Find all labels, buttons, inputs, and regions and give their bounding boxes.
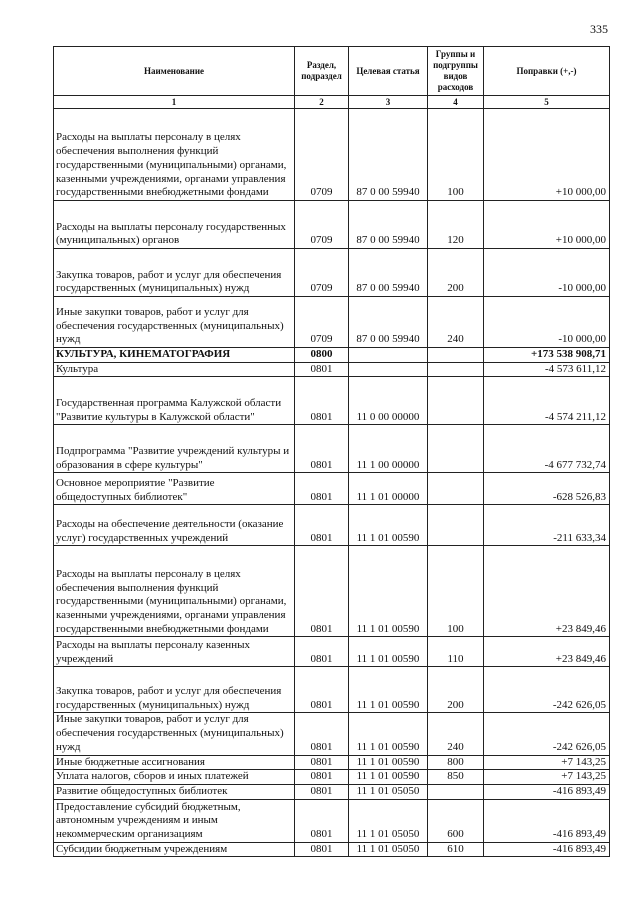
row-target bbox=[349, 362, 428, 377]
row-name: Уплата налогов, сборов и иных платежей bbox=[54, 770, 295, 785]
row-name: Закупка товаров, работ и услуг для обеспечения государственных (муниципальных) нужд bbox=[54, 667, 295, 713]
row-amount: -628 526,83 bbox=[484, 473, 610, 505]
row-target: 11 1 00 00000 bbox=[349, 425, 428, 473]
row-group: 200 bbox=[428, 249, 484, 297]
table-row bbox=[54, 637, 610, 667]
row-group bbox=[428, 505, 484, 546]
row-group: 200 bbox=[428, 667, 484, 713]
row-name: Закупка товаров, работ и услуг для обеспечения государственных (муниципальных) нужд bbox=[54, 249, 295, 297]
row-name: Государственная программа Калужской области "Развитие культуры в Калужской области" bbox=[54, 377, 295, 425]
row-amount: +10 000,00 bbox=[484, 109, 610, 201]
row-target: 11 1 01 00590 bbox=[349, 637, 428, 667]
table-row bbox=[54, 713, 610, 755]
row-group bbox=[428, 362, 484, 377]
row-amount: +23 849,46 bbox=[484, 637, 610, 667]
table-row bbox=[54, 505, 610, 546]
header-name: Наименование bbox=[54, 47, 295, 96]
row-name: КУЛЬТУРА, КИНЕМАТОГРАФИЯ bbox=[54, 348, 295, 363]
row-target: 87 0 00 59940 bbox=[349, 109, 428, 201]
row-amount: -416 893,49 bbox=[484, 784, 610, 799]
row-amount: -4 677 732,74 bbox=[484, 425, 610, 473]
row-target: 11 1 01 00000 bbox=[349, 473, 428, 505]
col-number-3: 3 bbox=[349, 96, 428, 109]
row-target: 11 0 00 00000 bbox=[349, 377, 428, 425]
row-target: 11 1 01 00590 bbox=[349, 755, 428, 770]
row-group: 240 bbox=[428, 713, 484, 755]
row-section: 0801 bbox=[295, 842, 349, 857]
row-group: 850 bbox=[428, 770, 484, 785]
table-row bbox=[54, 784, 610, 799]
row-name: Расходы на обеспечение деятельности (оказание услуг) государственных учреждений bbox=[54, 505, 295, 546]
row-target bbox=[349, 348, 428, 363]
row-group bbox=[428, 473, 484, 505]
row-amount: -242 626,05 bbox=[484, 713, 610, 755]
row-target: 11 1 01 00590 bbox=[349, 713, 428, 755]
row-amount: +7 143,25 bbox=[484, 755, 610, 770]
row-name: Расходы на выплаты персоналу казенных учреждений bbox=[54, 637, 295, 667]
page-number: 335 bbox=[590, 22, 608, 36]
col-number-1: 1 bbox=[54, 96, 295, 109]
table-row bbox=[54, 755, 610, 770]
table-row bbox=[54, 201, 610, 249]
row-amount: -242 626,05 bbox=[484, 667, 610, 713]
row-target: 11 1 01 00590 bbox=[349, 770, 428, 785]
row-group: 120 bbox=[428, 201, 484, 249]
row-group bbox=[428, 377, 484, 425]
row-group bbox=[428, 425, 484, 473]
row-name: Иные закупки товаров, работ и услуг для обеспечения государственных (муниципальных) нужд bbox=[54, 297, 295, 348]
row-section: 0801 bbox=[295, 755, 349, 770]
row-amount: -4 574 211,12 bbox=[484, 377, 610, 425]
table-row bbox=[54, 109, 610, 201]
table-row bbox=[54, 546, 610, 637]
row-name: Иные бюджетные ассигнования bbox=[54, 755, 295, 770]
header-section: Раздел, подраздел bbox=[295, 47, 349, 96]
row-section: 0709 bbox=[295, 297, 349, 348]
row-amount: -10 000,00 bbox=[484, 297, 610, 348]
row-group bbox=[428, 348, 484, 363]
table-row bbox=[54, 667, 610, 713]
row-amount: +23 849,46 bbox=[484, 546, 610, 637]
row-section: 0709 bbox=[295, 249, 349, 297]
row-target: 11 1 01 05050 bbox=[349, 842, 428, 857]
row-section: 0801 bbox=[295, 425, 349, 473]
row-section: 0801 bbox=[295, 770, 349, 785]
row-amount: +7 143,25 bbox=[484, 770, 610, 785]
row-amount: +10 000,00 bbox=[484, 201, 610, 249]
table-row bbox=[54, 249, 610, 297]
table-body bbox=[54, 109, 610, 857]
row-section: 0801 bbox=[295, 473, 349, 505]
table-row bbox=[54, 425, 610, 473]
row-target: 11 1 01 00590 bbox=[349, 546, 428, 637]
row-group: 110 bbox=[428, 637, 484, 667]
row-group: 240 bbox=[428, 297, 484, 348]
row-section: 0800 bbox=[295, 348, 349, 363]
row-section: 0801 bbox=[295, 799, 349, 842]
row-group: 610 bbox=[428, 842, 484, 857]
row-group: 800 bbox=[428, 755, 484, 770]
table-row bbox=[54, 377, 610, 425]
row-section: 0801 bbox=[295, 362, 349, 377]
row-name: Основное мероприятие "Развитие общедоступных библиотек" bbox=[54, 473, 295, 505]
row-target: 87 0 00 59940 bbox=[349, 201, 428, 249]
row-target: 87 0 00 59940 bbox=[349, 249, 428, 297]
col-number-2: 2 bbox=[295, 96, 349, 109]
row-section: 0709 bbox=[295, 109, 349, 201]
table-row bbox=[54, 362, 610, 377]
row-name: Иные закупки товаров, работ и услуг для обеспечения государственных (муниципальных) нужд bbox=[54, 713, 295, 755]
row-name: Субсидии бюджетным учреждениям bbox=[54, 842, 295, 857]
row-name: Культура bbox=[54, 362, 295, 377]
row-target: 11 1 01 00590 bbox=[349, 667, 428, 713]
row-section: 0801 bbox=[295, 713, 349, 755]
row-section: 0801 bbox=[295, 667, 349, 713]
table-row bbox=[54, 348, 610, 363]
row-amount: -416 893,49 bbox=[484, 842, 610, 857]
row-section: 0709 bbox=[295, 201, 349, 249]
row-section: 0801 bbox=[295, 546, 349, 637]
row-name: Подпрограмма "Развитие учреждений культуры и образования в сфере культуры" bbox=[54, 425, 295, 473]
row-amount: -10 000,00 bbox=[484, 249, 610, 297]
row-amount: -4 573 611,12 bbox=[484, 362, 610, 377]
row-name: Предоставление субсидий бюджетным, автономным учреждениям и иным некоммерческим организациям bbox=[54, 799, 295, 842]
row-target: 11 1 01 05050 bbox=[349, 799, 428, 842]
row-target: 11 1 01 00590 bbox=[349, 505, 428, 546]
header-target: Целевая статья bbox=[349, 47, 428, 96]
row-group: 600 bbox=[428, 799, 484, 842]
row-section: 0801 bbox=[295, 505, 349, 546]
row-name: Развитие общедоступных библиотек bbox=[54, 784, 295, 799]
row-section: 0801 bbox=[295, 784, 349, 799]
row-target: 87 0 00 59940 bbox=[349, 297, 428, 348]
row-name: Расходы на выплаты персоналу государственных (муниципальных) органов bbox=[54, 201, 295, 249]
col-number-5: 5 bbox=[484, 96, 610, 109]
row-section: 0801 bbox=[295, 637, 349, 667]
table-row bbox=[54, 799, 610, 842]
row-amount: -211 633,34 bbox=[484, 505, 610, 546]
col-number-4: 4 bbox=[428, 96, 484, 109]
header-groups: Группы и подгруппы видов расходов bbox=[428, 47, 484, 96]
row-group: 100 bbox=[428, 109, 484, 201]
row-name: Расходы на выплаты персоналу в целях обеспечения выполнения функций государственными (муниципальными) органами, казенными учреждениями, органами управления государственными внебюджетными фондами bbox=[54, 109, 295, 201]
row-group: 100 bbox=[428, 546, 484, 637]
table-row bbox=[54, 297, 610, 348]
budget-table bbox=[53, 46, 610, 857]
table-row bbox=[54, 770, 610, 785]
row-amount: -416 893,49 bbox=[484, 799, 610, 842]
row-target: 11 1 01 05050 bbox=[349, 784, 428, 799]
table-row bbox=[54, 842, 610, 857]
row-amount: +173 538 908,71 bbox=[484, 348, 610, 363]
header-amendments: Поправки (+,-) bbox=[484, 47, 610, 96]
row-name: Расходы на выплаты персоналу в целях обеспечения выполнения функций государственными (муниципальными) органами, казенными учреждениями, органами управления государственными внебюджетными фондами bbox=[54, 546, 295, 637]
row-section: 0801 bbox=[295, 377, 349, 425]
row-group bbox=[428, 784, 484, 799]
table-row bbox=[54, 473, 610, 505]
